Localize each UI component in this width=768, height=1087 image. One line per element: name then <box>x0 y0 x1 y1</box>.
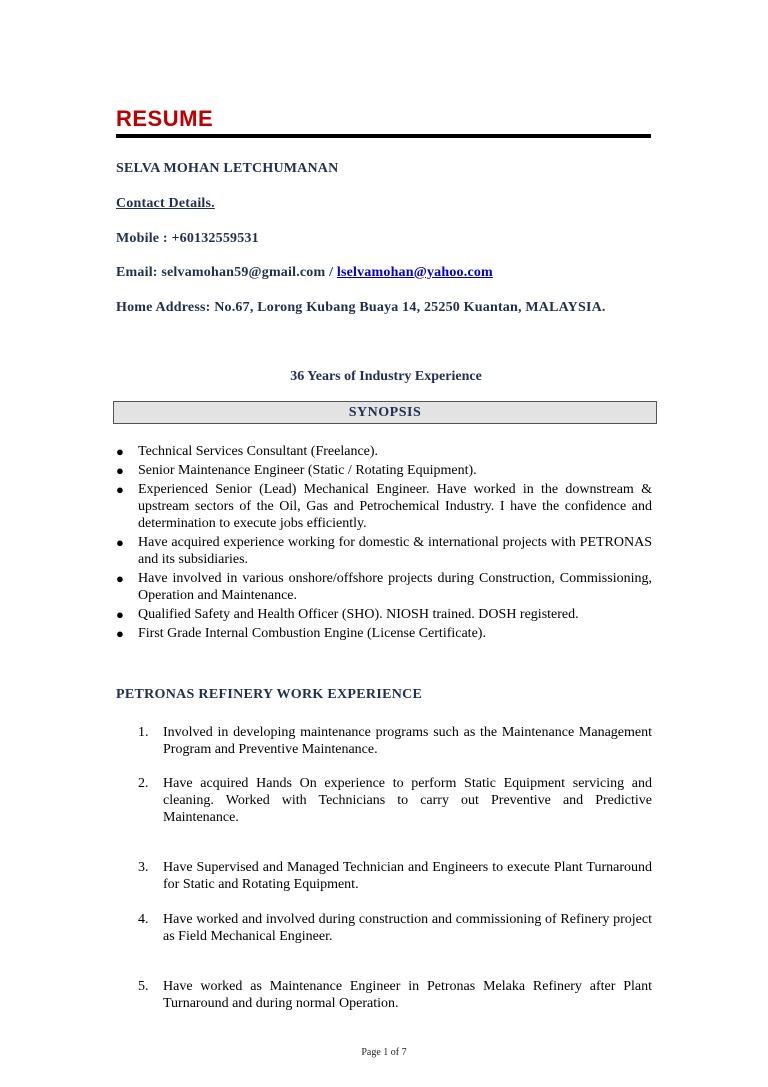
item-text: Involved in developing maintenance programs such as the Maintenance Management Program and Preventive Maintenance. <box>163 725 652 757</box>
bullet-icon: ● <box>116 535 124 550</box>
item-number: 3. <box>138 860 149 875</box>
bullet-text: Technical Services Consultant (Freelance). <box>138 444 379 459</box>
mobile-number: Mobile : +60132559531 <box>116 231 259 246</box>
synopsis-list <box>116 443 652 644</box>
email-line <box>116 265 493 281</box>
bullet-icon: ● <box>116 444 124 459</box>
bullet-text: Have acquired experience working for domestic & international projects with PETRONAS and its subsidiaries. <box>138 535 652 567</box>
work-item <box>138 724 652 758</box>
item-text: Have acquired Hands On experience to perform Static Equipment servicing and cleaning. Worked with Technicians to carry out Preventive and Predictive Maintenance. <box>163 776 652 825</box>
bullet-text: Qualified Safety and Health Officer (SHO). NIOSH trained. DOSH registered. <box>138 607 579 622</box>
list-item <box>116 570 652 604</box>
work-item <box>138 978 652 1012</box>
synopsis-heading: SYNOPSIS <box>113 401 657 424</box>
bullet-icon: ● <box>116 571 124 586</box>
item-number: 4. <box>138 912 149 927</box>
list-item <box>116 462 652 479</box>
bullet-text: First Grade Internal Combustion Engine (License Certificate). <box>138 626 486 641</box>
item-text: Have worked as Maintenance Engineer in Petronas Melaka Refinery after Plant Turnaround and during normal Operation. <box>163 979 652 1011</box>
work-item <box>138 859 652 893</box>
experience-years: 36 Years of Industry Experience <box>290 369 482 384</box>
email-link[interactable]: lselvamohan@yahoo.com <box>336 265 493 280</box>
candidate-name: SELVA MOHAN LETCHUMANAN <box>116 161 339 176</box>
item-number: 1. <box>138 725 149 740</box>
list-item <box>116 443 652 460</box>
bullet-icon: ● <box>116 626 124 641</box>
home-address: Home Address: No.67, Lorong Kubang Buaya 14, 25250 Kuantan, MALAYSIA. <box>116 300 606 315</box>
bullet-icon: ● <box>116 482 124 497</box>
list-item <box>116 481 652 532</box>
resume-title: RESUME <box>116 106 214 131</box>
email-primary: Email: selvamohan59@gmail.com / <box>116 265 337 280</box>
list-item <box>116 534 652 568</box>
bullet-text: Experienced Senior (Lead) Mechanical Engineer. Have worked in the downstream & upstream sectors of the Oil, Gas and Petrochemical Industry. I have the confidence and determination to execute jobs efficiently. <box>138 482 652 531</box>
bullet-text: Have involved in various onshore/offshore projects during Construction, Commissioning, Operation and Maintenance. <box>138 571 652 603</box>
item-text: Have Supervised and Managed Technician and Engineers to execute Plant Turnaround for Static and Rotating Equipment. <box>163 860 652 892</box>
work-item <box>138 911 652 945</box>
bullet-icon: ● <box>116 607 124 622</box>
title-underline-rule <box>116 134 651 138</box>
list-item <box>116 625 652 642</box>
list-item <box>116 606 652 623</box>
page-number: Page 1 of 7 <box>361 1047 407 1058</box>
work-experience-heading: PETRONAS REFINERY WORK EXPERIENCE <box>116 687 423 702</box>
item-number: 2. <box>138 776 149 791</box>
item-text: Have worked and involved during construction and commissioning of Refinery project as Field Mechanical Engineer. <box>163 912 652 944</box>
work-item <box>138 775 652 826</box>
bullet-text: Senior Maintenance Engineer (Static / Rotating Equipment). <box>138 463 477 478</box>
bullet-icon: ● <box>116 463 124 478</box>
contact-heading: Contact Details. <box>116 196 215 211</box>
item-number: 5. <box>138 979 149 994</box>
